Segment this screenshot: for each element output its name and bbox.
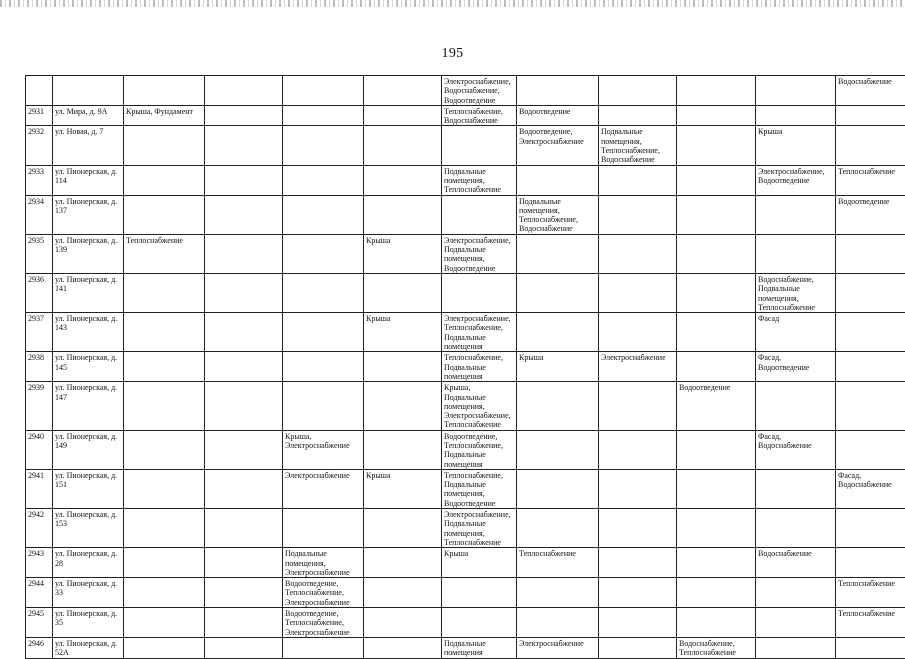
work-cell: Крыша xyxy=(517,352,599,382)
table-row xyxy=(26,608,905,638)
work-cell xyxy=(677,105,756,126)
work-cell: Фасад, Водоснабжение xyxy=(756,430,836,469)
work-cell xyxy=(364,430,442,469)
work-cell xyxy=(364,578,442,608)
row-number: 2933 xyxy=(26,165,53,195)
work-cell xyxy=(364,105,442,126)
work-cell: Фасад, Водоснабжение xyxy=(836,469,905,508)
work-cell: Водоснабжение xyxy=(756,548,836,578)
work-cell xyxy=(836,352,905,382)
work-cell xyxy=(283,382,364,430)
work-cell: Подвальные помещения, Теплоснабжение xyxy=(442,165,517,195)
work-cell xyxy=(442,195,517,234)
page-number: 195 xyxy=(0,46,905,62)
work-cell xyxy=(836,509,905,548)
address-cell: ул. Пионерская, д. 52А xyxy=(53,637,124,658)
work-cell xyxy=(205,313,283,352)
work-cell: Теплоснабжение xyxy=(517,548,599,578)
work-cell xyxy=(599,76,677,106)
work-cell: Водоснабжение, Подвальные помещения, Теплоснабжение xyxy=(756,273,836,312)
work-cell xyxy=(677,126,756,165)
work-cell xyxy=(205,105,283,126)
row-number: 2936 xyxy=(26,273,53,312)
work-cell xyxy=(205,637,283,658)
work-cell xyxy=(677,578,756,608)
work-cell: Крыша, Фундамент xyxy=(124,105,205,126)
work-cell xyxy=(364,352,442,382)
work-cell: Электроснабжение xyxy=(599,352,677,382)
scan-edge-noise xyxy=(0,0,905,7)
work-cell xyxy=(205,578,283,608)
work-cell: Водоотведение xyxy=(517,105,599,126)
work-cell xyxy=(599,195,677,234)
work-cell xyxy=(124,76,205,106)
work-cell xyxy=(124,578,205,608)
row-number: 2938 xyxy=(26,352,53,382)
work-cell xyxy=(442,273,517,312)
work-cell: Крыша xyxy=(364,313,442,352)
work-cell xyxy=(836,273,905,312)
work-cell xyxy=(836,234,905,273)
work-cell: Электроснабжение, Водоотведение xyxy=(756,165,836,195)
work-cell xyxy=(205,195,283,234)
work-cell xyxy=(599,105,677,126)
work-cell xyxy=(677,165,756,195)
work-cell xyxy=(364,548,442,578)
work-cell xyxy=(283,105,364,126)
table-row xyxy=(26,76,905,106)
row-number: 2937 xyxy=(26,313,53,352)
row-number: 2943 xyxy=(26,548,53,578)
table-row xyxy=(26,548,905,578)
work-cell xyxy=(677,548,756,578)
work-cell xyxy=(124,273,205,312)
table-row xyxy=(26,195,905,234)
work-cell: Теплоснабжение, Подвальные помещения, Водоотведение xyxy=(442,469,517,508)
work-cell xyxy=(599,273,677,312)
work-cell xyxy=(205,509,283,548)
row-number: 2932 xyxy=(26,126,53,165)
work-cell xyxy=(364,382,442,430)
work-cell xyxy=(599,548,677,578)
work-cell xyxy=(677,352,756,382)
work-cell xyxy=(283,126,364,165)
work-cell: Водоотведение, Электроснабжение xyxy=(517,126,599,165)
work-cell xyxy=(517,76,599,106)
table-row xyxy=(26,430,905,469)
row-number: 2931 xyxy=(26,105,53,126)
work-cell: Крыша, Электроснабжение xyxy=(283,430,364,469)
work-cell xyxy=(283,234,364,273)
work-cell xyxy=(205,165,283,195)
work-cell xyxy=(677,608,756,638)
work-cell: Теплоснабжение xyxy=(836,608,905,638)
work-cell xyxy=(517,469,599,508)
work-cell xyxy=(756,105,836,126)
work-cell xyxy=(836,126,905,165)
work-cell xyxy=(836,637,905,658)
work-cell: Водоотведение xyxy=(677,382,756,430)
work-cell xyxy=(599,430,677,469)
work-cell xyxy=(599,637,677,658)
work-cell xyxy=(517,165,599,195)
table-row xyxy=(26,352,905,382)
work-cell: Теплоснабжение, Подвальные помещения xyxy=(442,352,517,382)
work-cell xyxy=(124,165,205,195)
work-cell xyxy=(205,126,283,165)
work-cell xyxy=(756,234,836,273)
work-cell xyxy=(205,273,283,312)
work-cell xyxy=(283,313,364,352)
address-cell: ул. Пионерская, д. 145 xyxy=(53,352,124,382)
table-row xyxy=(26,126,905,165)
work-cell xyxy=(677,76,756,106)
work-cell xyxy=(756,195,836,234)
repair-schedule-table xyxy=(25,75,905,659)
work-cell xyxy=(124,313,205,352)
work-cell xyxy=(124,195,205,234)
table-row xyxy=(26,105,905,126)
work-cell: Подвальные помещения, Теплоснабжение, Водоснабжение xyxy=(599,126,677,165)
work-cell xyxy=(517,578,599,608)
work-cell xyxy=(517,382,599,430)
work-cell: Электроснабжение xyxy=(517,637,599,658)
work-cell xyxy=(124,637,205,658)
work-cell xyxy=(124,509,205,548)
work-cell xyxy=(517,313,599,352)
work-cell xyxy=(517,430,599,469)
work-cell xyxy=(756,608,836,638)
address-cell: ул. Мира, д. 9А xyxy=(53,105,124,126)
address-cell: ул. Новая, д. 7 xyxy=(53,126,124,165)
work-cell: Электроснабжение, Водоснабжение, Водоотведение xyxy=(442,76,517,106)
work-cell: Подвальные помещения xyxy=(442,637,517,658)
work-cell xyxy=(442,578,517,608)
work-cell: Крыша xyxy=(364,469,442,508)
work-cell: Фасад, Водоотведение xyxy=(756,352,836,382)
work-cell xyxy=(364,509,442,548)
work-cell xyxy=(677,313,756,352)
work-cell xyxy=(364,273,442,312)
work-cell xyxy=(124,608,205,638)
work-cell xyxy=(283,195,364,234)
work-cell: Водоотведение, Теплоснабжение, Электроснабжение xyxy=(283,608,364,638)
work-cell xyxy=(283,352,364,382)
work-cell xyxy=(599,165,677,195)
address-cell: ул. Пионерская, д. 33 xyxy=(53,578,124,608)
table-row xyxy=(26,382,905,430)
address-cell: ул. Пионерская, д. 149 xyxy=(53,430,124,469)
work-cell: Теплоснабжение xyxy=(124,234,205,273)
address-cell: ул. Пионерская, д. 114 xyxy=(53,165,124,195)
work-cell xyxy=(756,578,836,608)
work-cell xyxy=(124,430,205,469)
work-cell xyxy=(205,382,283,430)
work-cell xyxy=(599,313,677,352)
address-cell: ул. Пионерская, д. 141 xyxy=(53,273,124,312)
work-cell xyxy=(124,126,205,165)
work-cell: Электроснабжение, Теплоснабжение, Подвальные помещения xyxy=(442,313,517,352)
work-cell: Электроснабжение, Подвальные помещения, Теплоснабжение xyxy=(442,509,517,548)
row-number: 2934 xyxy=(26,195,53,234)
row-number: 2945 xyxy=(26,608,53,638)
work-cell xyxy=(283,273,364,312)
work-cell xyxy=(756,382,836,430)
work-cell xyxy=(124,469,205,508)
work-cell xyxy=(756,469,836,508)
work-cell xyxy=(677,195,756,234)
work-cell xyxy=(756,509,836,548)
work-cell xyxy=(836,430,905,469)
work-cell xyxy=(205,352,283,382)
work-cell xyxy=(836,382,905,430)
work-cell xyxy=(364,126,442,165)
row-number: 2944 xyxy=(26,578,53,608)
work-cell: Электроснабжение xyxy=(283,469,364,508)
address-cell: ул. Пионерская, д. 147 xyxy=(53,382,124,430)
work-cell: Теплоснабжение xyxy=(836,165,905,195)
work-cell xyxy=(517,509,599,548)
work-cell xyxy=(205,234,283,273)
address-cell: ул. Пионерская, д. 35 xyxy=(53,608,124,638)
work-cell xyxy=(364,165,442,195)
work-cell: Фасад xyxy=(756,313,836,352)
row-number: 2946 xyxy=(26,637,53,658)
work-cell xyxy=(677,273,756,312)
work-cell: Электроснабжение, Подвальные помещения, Водоотведение xyxy=(442,234,517,273)
work-cell xyxy=(836,105,905,126)
address-cell: ул. Пионерская, д. 137 xyxy=(53,195,124,234)
table-row xyxy=(26,578,905,608)
row-number: 2935 xyxy=(26,234,53,273)
work-cell xyxy=(364,637,442,658)
work-cell: Теплоснабжение xyxy=(836,578,905,608)
work-cell xyxy=(677,430,756,469)
table-row xyxy=(26,313,905,352)
work-cell xyxy=(283,509,364,548)
work-cell xyxy=(442,608,517,638)
row-number: 2942 xyxy=(26,509,53,548)
row-number: 2940 xyxy=(26,430,53,469)
work-cell: Водоотведение, Теплоснабжение, Электроснабжение xyxy=(283,578,364,608)
work-cell: Теплоснабжение, Водоснабжение xyxy=(442,105,517,126)
work-cell xyxy=(124,382,205,430)
work-cell xyxy=(124,548,205,578)
work-cell: Подвальные помещения, Электроснабжение xyxy=(283,548,364,578)
work-cell xyxy=(205,469,283,508)
address-cell: ул. Пионерская, д. 143 xyxy=(53,313,124,352)
work-cell xyxy=(677,509,756,548)
address-cell: ул. Пионерская, д. 151 xyxy=(53,469,124,508)
work-cell xyxy=(599,578,677,608)
work-cell xyxy=(756,76,836,106)
work-cell xyxy=(517,273,599,312)
table-row xyxy=(26,637,905,658)
work-cell xyxy=(599,234,677,273)
work-cell xyxy=(677,469,756,508)
work-cell xyxy=(599,509,677,548)
row-number: 2939 xyxy=(26,382,53,430)
work-cell xyxy=(205,430,283,469)
row-number xyxy=(26,76,53,106)
work-cell xyxy=(364,608,442,638)
address-cell: ул. Пионерская, д. 153 xyxy=(53,509,124,548)
work-cell xyxy=(836,548,905,578)
table-row xyxy=(26,469,905,508)
work-cell xyxy=(836,313,905,352)
work-cell xyxy=(205,548,283,578)
work-cell xyxy=(283,637,364,658)
work-cell: Водоснабжение xyxy=(836,76,905,106)
work-cell xyxy=(599,382,677,430)
work-cell: Подвальные помещения, Теплоснабжение, Водоснабжение xyxy=(517,195,599,234)
work-cell: Крыша xyxy=(756,126,836,165)
work-cell: Крыша, Подвальные помещения, Электроснабжение, Теплоснабжение xyxy=(442,382,517,430)
work-cell: Водоотведение, Теплоснабжение, Подвальные помещения xyxy=(442,430,517,469)
table-row xyxy=(26,165,905,195)
work-cell xyxy=(205,76,283,106)
work-cell xyxy=(442,126,517,165)
work-cell xyxy=(283,76,364,106)
table-row xyxy=(26,273,905,312)
work-cell: Водоотведение xyxy=(836,195,905,234)
work-cell: Крыша xyxy=(364,234,442,273)
work-cell xyxy=(756,637,836,658)
table-row xyxy=(26,509,905,548)
work-cell: Водоснабжение, Теплоснабжение xyxy=(677,637,756,658)
work-cell xyxy=(124,352,205,382)
work-cell xyxy=(517,234,599,273)
table-row xyxy=(26,234,905,273)
work-cell xyxy=(364,76,442,106)
work-cell: Крыша xyxy=(442,548,517,578)
address-cell: ул. Пионерская, д. 139 xyxy=(53,234,124,273)
work-cell xyxy=(283,165,364,195)
address-cell xyxy=(53,76,124,106)
address-cell: ул. Пионерская, д. 28 xyxy=(53,548,124,578)
work-cell xyxy=(364,195,442,234)
work-cell xyxy=(599,469,677,508)
work-cell xyxy=(205,608,283,638)
row-number: 2941 xyxy=(26,469,53,508)
work-cell xyxy=(599,608,677,638)
work-cell xyxy=(517,608,599,638)
work-cell xyxy=(677,234,756,273)
